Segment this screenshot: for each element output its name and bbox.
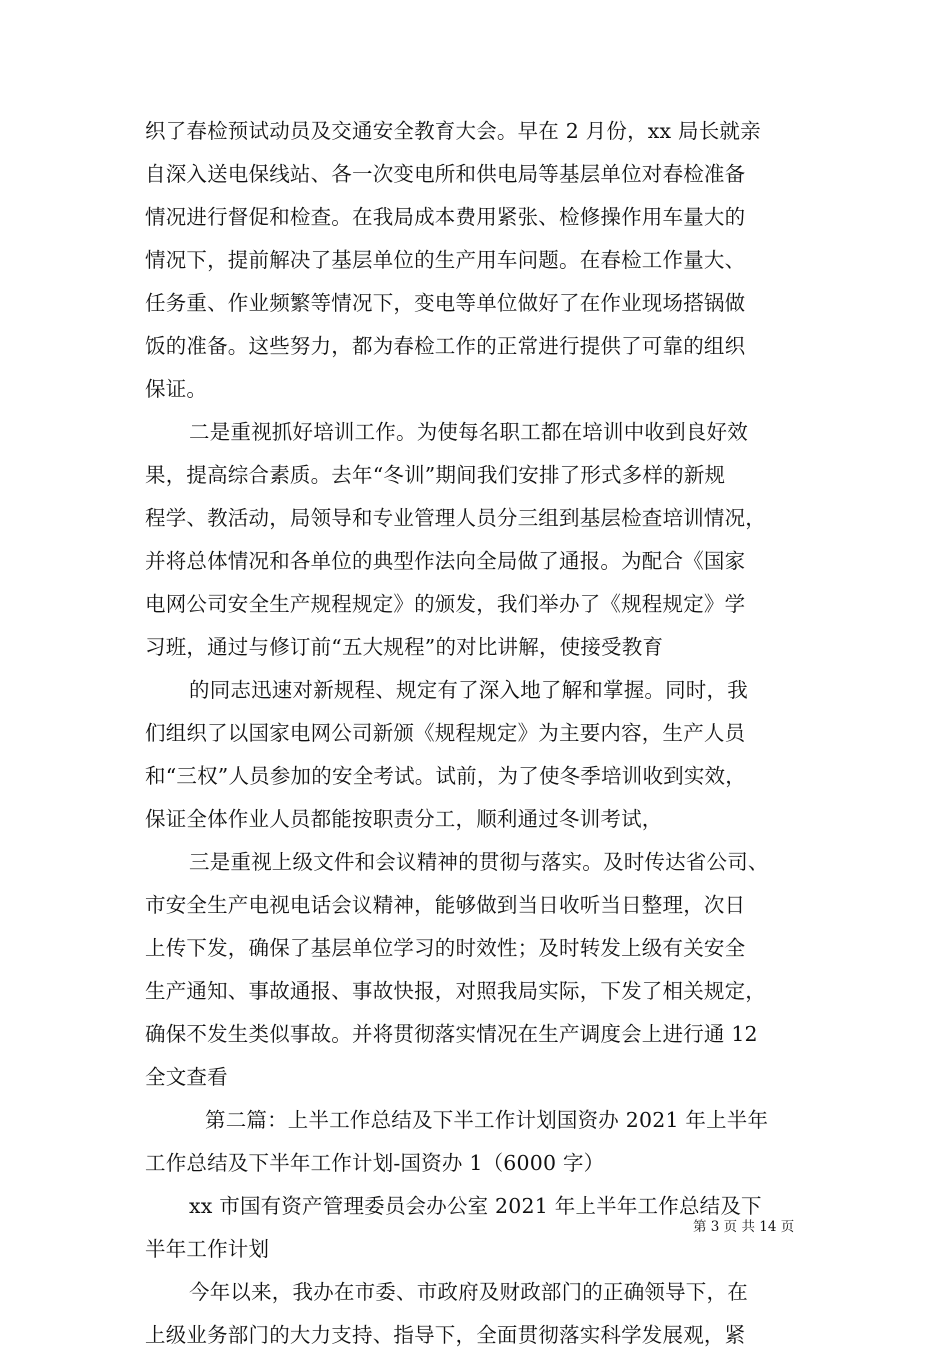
text-line: 饭的准备。这些努力，都为春检工作的正常进行提供了可靠的组织 bbox=[145, 334, 746, 358]
text-line: 确保不发生类似事故。并将贯彻落实情况在生产调度会上进行通 12 bbox=[145, 1022, 758, 1046]
text-line: 电网公司安全生产规程规定》的颁发，我们举办了《规程规定》学 bbox=[145, 592, 746, 616]
text-line: 织了春检预试动员及交通安全教育大会。早在 2 月份，xx 局长就亲 bbox=[145, 119, 761, 143]
text-line: 市安全生产电视电话会议精神，能够做到当日收听当日整理，次日 bbox=[145, 893, 746, 917]
text-line: 果，提高综合素质。去年“冬训”期间我们安排了形式多样的新规 bbox=[145, 463, 726, 487]
text-line: 们组织了以国家电网公司新颁《规程规定》为主要内容，生产人员 bbox=[145, 721, 746, 745]
text-line: 自深入送电保线站、各一次变电所和供电局等基层单位对春检准备 bbox=[145, 162, 746, 186]
section-heading-continued: 工作总结及下半年工作计划-国资办 1（6000 字） bbox=[145, 1151, 605, 1175]
text-line: 和“三权”人员参加的安全考试。试前，为了使冬季培训收到实效， bbox=[145, 764, 746, 788]
paragraph-start: 三是重视上级文件和会议精神的贯彻与落实。及时传达省公司、 bbox=[189, 850, 769, 874]
text-line: 程学、教活动，局领导和专业管理人员分三组到基层检查培训情况， bbox=[145, 506, 766, 530]
text-line: 保证。 bbox=[145, 377, 208, 401]
text-line: 情况进行督促和检查。在我局成本费用紧张、检修操作用车量大的 bbox=[145, 205, 746, 229]
document-title-continued: 半年工作计划 bbox=[145, 1237, 270, 1261]
paragraph-start: 的同志迅速对新规程、规定有了深入地了解和掌握。同时，我 bbox=[189, 678, 748, 702]
document-title: xx 市国有资产管理委员会办公室 2021 年上半年工作总结及下 bbox=[189, 1194, 762, 1218]
text-line: 上级业务部门的大力支持、指导下，全面贯彻落实科学发展观，紧 bbox=[145, 1323, 746, 1347]
text-line: 情况下，提前解决了基层单位的生产用车问题。在春检工作量大、 bbox=[145, 248, 746, 272]
text-line: 任务重、作业频繁等情况下，变电等单位做好了在作业现场搭锅做 bbox=[145, 291, 746, 315]
page-number-footer: 第 3 页 共 14 页 bbox=[693, 1219, 795, 1235]
text-line: 保证全体作业人员都能按职责分工，顺利通过冬训考试， bbox=[145, 807, 663, 831]
paragraph-start: 今年以来，我办在市委、市政府及财政部门的正确领导下，在 bbox=[189, 1280, 748, 1304]
text-line: 生产通知、事故通报、事故快报，对照我局实际，下发了相关规定， bbox=[145, 979, 766, 1003]
text-line: 上传下发，确保了基层单位学习的时效性；及时转发上级有关安全 bbox=[145, 936, 746, 960]
document-body bbox=[145, 110, 815, 1357]
text-line: 习班，通过与修订前“五大规程”的对比讲解，使接受教育 bbox=[145, 635, 664, 659]
text-line: 并将总体情况和各单位的典型作法向全局做了通报。为配合《国家 bbox=[145, 549, 746, 573]
full-text-link[interactable]: 全文查看 bbox=[145, 1065, 228, 1089]
section-heading: 第二篇：上半工作总结及下半工作计划国资办 2021 年上半年 bbox=[205, 1108, 769, 1132]
paragraph-start: 二是重视抓好培训工作。为使每名职工都在培训中收到良好效 bbox=[189, 420, 748, 444]
